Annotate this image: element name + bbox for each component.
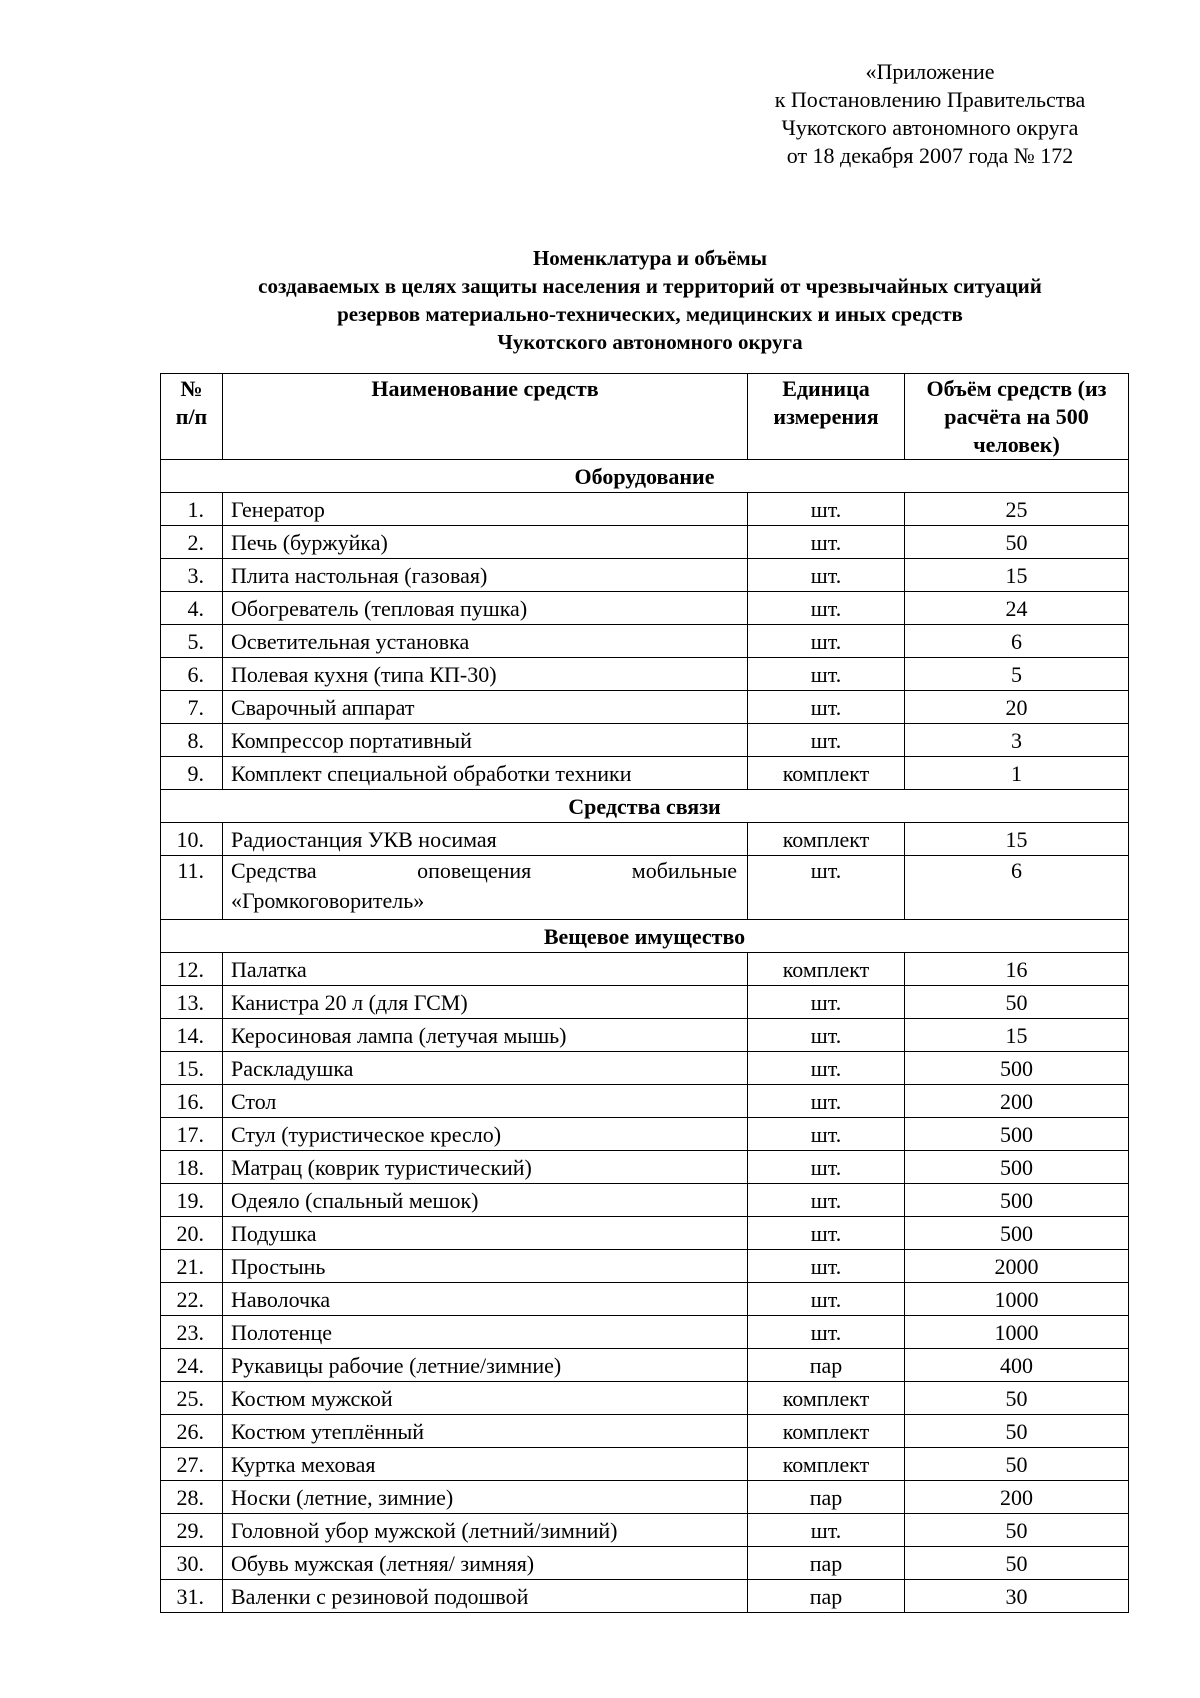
header-number-line: п/п bbox=[175, 404, 208, 429]
row-number: 20. bbox=[161, 1217, 223, 1250]
item-name-line bbox=[231, 856, 737, 886]
item-name: Обувь мужская (летняя/ зимняя) bbox=[223, 1547, 748, 1580]
row-number: 23. bbox=[161, 1316, 223, 1349]
table-body bbox=[161, 460, 1129, 1613]
quantity: 50 bbox=[905, 526, 1129, 559]
section-row bbox=[161, 790, 1129, 823]
unit-of-measure: шт. bbox=[748, 658, 905, 691]
item-name: Канистра 20 л (для ГСМ) bbox=[223, 986, 748, 1019]
section-title: Вещевое имущество bbox=[161, 920, 1129, 953]
row-number: 24. bbox=[161, 1349, 223, 1382]
table-row bbox=[161, 592, 1129, 625]
quantity: 30 bbox=[905, 1580, 1129, 1613]
appendix-line: Чукотского автономного округа bbox=[781, 115, 1079, 140]
title-line: Номенклатура и объёмы bbox=[532, 246, 768, 270]
table-row bbox=[161, 658, 1129, 691]
unit-of-measure: шт. bbox=[748, 1085, 905, 1118]
header-unit-line: Единица bbox=[782, 376, 870, 401]
unit-of-measure: шт. bbox=[748, 724, 905, 757]
section-title: Оборудование bbox=[161, 460, 1129, 493]
item-name: Плита настольная (газовая) bbox=[223, 559, 748, 592]
row-number: 26. bbox=[161, 1415, 223, 1448]
appendix-line: к Постановлению Правительства bbox=[774, 87, 1086, 112]
item-name: Матрац (коврик туристический) bbox=[223, 1151, 748, 1184]
item-name: Головной убор мужской (летний/зимний) bbox=[223, 1514, 748, 1547]
unit-of-measure: шт. bbox=[748, 1052, 905, 1085]
row-number: 17. bbox=[161, 1118, 223, 1151]
quantity: 50 bbox=[905, 1514, 1129, 1547]
row-number: 7. bbox=[161, 691, 223, 724]
item-name: Раскладушка bbox=[223, 1052, 748, 1085]
row-number: 21. bbox=[161, 1250, 223, 1283]
table-header-row bbox=[161, 374, 1129, 460]
quantity: 6 bbox=[905, 625, 1129, 658]
quantity: 15 bbox=[905, 559, 1129, 592]
table-row bbox=[161, 1349, 1129, 1382]
header-number-line: № bbox=[180, 376, 203, 401]
quantity: 500 bbox=[905, 1184, 1129, 1217]
document-title bbox=[160, 244, 1140, 356]
table-row bbox=[161, 1019, 1129, 1052]
quantity: 1000 bbox=[905, 1283, 1129, 1316]
item-name-line: «Громкоговоритель» bbox=[231, 888, 425, 913]
quantity: 5 bbox=[905, 658, 1129, 691]
table-row bbox=[161, 1118, 1129, 1151]
item-name: Рукавицы рабочие (летние/зимние) bbox=[223, 1349, 748, 1382]
table-row bbox=[161, 953, 1129, 986]
row-number: 8. bbox=[161, 724, 223, 757]
table-row bbox=[161, 493, 1129, 526]
table-row bbox=[161, 1547, 1129, 1580]
unit-of-measure: шт. bbox=[748, 625, 905, 658]
unit-of-measure: комплект bbox=[748, 757, 905, 790]
unit-of-measure: комплект bbox=[748, 1415, 905, 1448]
unit-of-measure: шт. bbox=[748, 1019, 905, 1052]
row-number: 12. bbox=[161, 953, 223, 986]
quantity: 500 bbox=[905, 1151, 1129, 1184]
quantity: 500 bbox=[905, 1118, 1129, 1151]
quantity: 15 bbox=[905, 823, 1129, 856]
table-row bbox=[161, 1580, 1129, 1613]
quantity: 15 bbox=[905, 1019, 1129, 1052]
item-name: Подушка bbox=[223, 1217, 748, 1250]
title-line: резервов материально-технических, медицинских и иных средств bbox=[337, 302, 963, 326]
item-name: Обогреватель (тепловая пушка) bbox=[223, 592, 748, 625]
row-number: 29. bbox=[161, 1514, 223, 1547]
row-number: 15. bbox=[161, 1052, 223, 1085]
nomenclature-table bbox=[160, 373, 1129, 1613]
row-number: 27. bbox=[161, 1448, 223, 1481]
item-name: Полотенце bbox=[223, 1316, 748, 1349]
item-name: Радиостанция УКВ носимая bbox=[223, 823, 748, 856]
item-name-word: мобильные bbox=[631, 858, 737, 883]
quantity: 16 bbox=[905, 953, 1129, 986]
table-row bbox=[161, 1514, 1129, 1547]
item-name: Одеяло (спальный мешок) bbox=[223, 1184, 748, 1217]
row-number: 14. bbox=[161, 1019, 223, 1052]
quantity: 50 bbox=[905, 986, 1129, 1019]
quantity: 400 bbox=[905, 1349, 1129, 1382]
table-row bbox=[161, 625, 1129, 658]
unit-of-measure: шт. bbox=[748, 592, 905, 625]
unit-of-measure: шт. bbox=[748, 1118, 905, 1151]
appendix-block bbox=[760, 58, 1100, 170]
table-row bbox=[161, 1250, 1129, 1283]
item-name: Куртка меховая bbox=[223, 1448, 748, 1481]
item-name: Костюм мужской bbox=[223, 1382, 748, 1415]
table-row bbox=[161, 757, 1129, 790]
unit-of-measure: шт. bbox=[748, 1283, 905, 1316]
row-number: 19. bbox=[161, 1184, 223, 1217]
table-row bbox=[161, 724, 1129, 757]
quantity: 200 bbox=[905, 1481, 1129, 1514]
quantity: 50 bbox=[905, 1382, 1129, 1415]
row-number: 30. bbox=[161, 1547, 223, 1580]
item-name: Валенки с резиновой подошвой bbox=[223, 1580, 748, 1613]
unit-of-measure: комплект bbox=[748, 953, 905, 986]
item-name-word: Средства bbox=[231, 858, 317, 883]
title-line: Чукотского автономного округа bbox=[497, 330, 803, 354]
unit-of-measure: шт. bbox=[748, 1184, 905, 1217]
item-name-word: оповещения bbox=[417, 858, 532, 883]
row-number: 3. bbox=[161, 559, 223, 592]
unit-of-measure: комплект bbox=[748, 1382, 905, 1415]
quantity: 50 bbox=[905, 1448, 1129, 1481]
row-number: 31. bbox=[161, 1580, 223, 1613]
table-row bbox=[161, 1052, 1129, 1085]
unit-of-measure: шт. bbox=[748, 1217, 905, 1250]
table-row bbox=[161, 1316, 1129, 1349]
header-unit bbox=[748, 374, 905, 460]
row-number: 13. bbox=[161, 986, 223, 1019]
unit-of-measure: комплект bbox=[748, 1448, 905, 1481]
table-row bbox=[161, 823, 1129, 856]
quantity: 500 bbox=[905, 1052, 1129, 1085]
table-row bbox=[161, 986, 1129, 1019]
section-row bbox=[161, 920, 1129, 953]
row-number: 1. bbox=[161, 493, 223, 526]
quantity: 20 bbox=[905, 691, 1129, 724]
item-name: Носки (летние, зимние) bbox=[223, 1481, 748, 1514]
unit-of-measure: комплект bbox=[748, 823, 905, 856]
table-row bbox=[161, 1415, 1129, 1448]
item-name: Стол bbox=[223, 1085, 748, 1118]
row-number: 2. bbox=[161, 526, 223, 559]
row-number: 9. bbox=[161, 757, 223, 790]
table-row bbox=[161, 1217, 1129, 1250]
quantity: 1000 bbox=[905, 1316, 1129, 1349]
item-name: Комплект специальной обработки техники bbox=[223, 757, 748, 790]
unit-of-measure: шт. bbox=[748, 493, 905, 526]
row-number: 11. bbox=[161, 856, 223, 920]
item-name: Простынь bbox=[223, 1250, 748, 1283]
header-unit-line: измерения bbox=[773, 404, 879, 429]
row-number: 25. bbox=[161, 1382, 223, 1415]
unit-of-measure: пар bbox=[748, 1580, 905, 1613]
item-name: Сварочный аппарат bbox=[223, 691, 748, 724]
unit-of-measure: шт. bbox=[748, 1316, 905, 1349]
title-line: создаваемых в целях защиты населения и территорий от чрезвычайных ситуаций bbox=[258, 274, 1042, 298]
unit-of-measure: шт. bbox=[748, 691, 905, 724]
table-row bbox=[161, 1382, 1129, 1415]
item-name bbox=[223, 856, 748, 920]
quantity: 6 bbox=[905, 856, 1129, 920]
item-name: Осветительная установка bbox=[223, 625, 748, 658]
table-row bbox=[161, 1283, 1129, 1316]
table-row bbox=[161, 1481, 1129, 1514]
row-number: 10. bbox=[161, 823, 223, 856]
item-name: Наволочка bbox=[223, 1283, 748, 1316]
quantity: 50 bbox=[905, 1547, 1129, 1580]
unit-of-measure: шт. bbox=[748, 559, 905, 592]
section-title: Средства связи bbox=[161, 790, 1129, 823]
unit-of-measure: шт. bbox=[748, 856, 905, 920]
table-row bbox=[161, 691, 1129, 724]
unit-of-measure: шт. bbox=[748, 1514, 905, 1547]
item-name: Печь (буржуйка) bbox=[223, 526, 748, 559]
header-name: Наименование средств bbox=[223, 374, 748, 460]
item-name: Керосиновая лампа (летучая мышь) bbox=[223, 1019, 748, 1052]
appendix-line: от 18 декабря 2007 года № 172 bbox=[786, 143, 1074, 168]
unit-of-measure: пар bbox=[748, 1481, 905, 1514]
unit-of-measure: шт. bbox=[748, 526, 905, 559]
row-number: 28. bbox=[161, 1481, 223, 1514]
item-name: Палатка bbox=[223, 953, 748, 986]
item-name: Компрессор портативный bbox=[223, 724, 748, 757]
table-row bbox=[161, 1151, 1129, 1184]
quantity: 200 bbox=[905, 1085, 1129, 1118]
row-number: 4. bbox=[161, 592, 223, 625]
quantity: 50 bbox=[905, 1415, 1129, 1448]
header-number bbox=[161, 374, 223, 460]
header-quantity bbox=[905, 374, 1129, 460]
row-number: 5. bbox=[161, 625, 223, 658]
unit-of-measure: пар bbox=[748, 1349, 905, 1382]
quantity: 500 bbox=[905, 1217, 1129, 1250]
table-row bbox=[161, 559, 1129, 592]
header-quantity-line: человек) bbox=[973, 432, 1060, 457]
row-number: 6. bbox=[161, 658, 223, 691]
table-row bbox=[161, 856, 1129, 920]
unit-of-measure: шт. bbox=[748, 986, 905, 1019]
header-quantity-line: расчёта на 500 bbox=[944, 404, 1089, 429]
table-row bbox=[161, 1085, 1129, 1118]
unit-of-measure: шт. bbox=[748, 1250, 905, 1283]
quantity: 1 bbox=[905, 757, 1129, 790]
item-name: Полевая кухня (типа КП-30) bbox=[223, 658, 748, 691]
item-name: Костюм утеплённый bbox=[223, 1415, 748, 1448]
quantity: 2000 bbox=[905, 1250, 1129, 1283]
quantity: 3 bbox=[905, 724, 1129, 757]
header-quantity-line: Объём средств (из bbox=[926, 376, 1107, 401]
row-number: 18. bbox=[161, 1151, 223, 1184]
row-number: 22. bbox=[161, 1283, 223, 1316]
section-row bbox=[161, 460, 1129, 493]
item-name: Стул (туристическое кресло) bbox=[223, 1118, 748, 1151]
quantity: 24 bbox=[905, 592, 1129, 625]
table-row bbox=[161, 526, 1129, 559]
item-name: Генератор bbox=[223, 493, 748, 526]
appendix-line: «Приложение bbox=[865, 59, 995, 84]
row-number: 16. bbox=[161, 1085, 223, 1118]
unit-of-measure: шт. bbox=[748, 1151, 905, 1184]
table-row bbox=[161, 1448, 1129, 1481]
quantity: 25 bbox=[905, 493, 1129, 526]
table-row bbox=[161, 1184, 1129, 1217]
unit-of-measure: пар bbox=[748, 1547, 905, 1580]
